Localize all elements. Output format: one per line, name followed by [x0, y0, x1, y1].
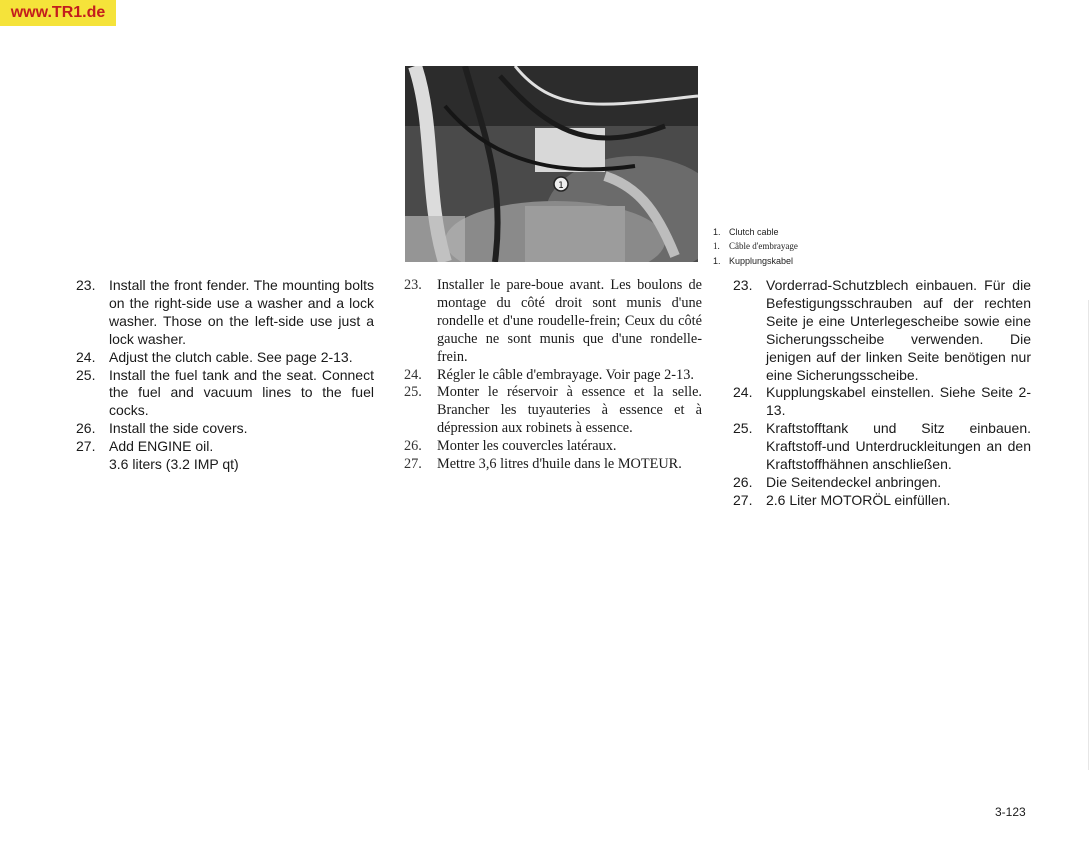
step-25 — [404, 384, 702, 438]
step-text: Adjust the clutch cable. See page 2-13. — [109, 348, 353, 365]
step-number: 26. — [76, 420, 96, 437]
step-25 — [733, 420, 1031, 474]
oil-quantity: 3.6 liters (3.2 IMP qt) — [109, 456, 239, 473]
callout-english — [713, 227, 779, 238]
page-edge-shadow — [1088, 300, 1089, 770]
step-number: 24. — [404, 366, 422, 383]
step-number: 24. — [76, 348, 96, 365]
step-number: 25. — [404, 384, 422, 401]
step-number: 25. — [76, 366, 96, 383]
step-number: 27. — [404, 456, 422, 473]
callout-german — [713, 256, 793, 267]
step-number: 27. — [733, 491, 753, 508]
step-text: Kupplungskabel einstellen. Siehe Seite 2-13. — [766, 384, 1031, 419]
callout-text: Clutch cable — [729, 227, 779, 237]
step-24 — [404, 367, 702, 385]
callout-number: 1. — [713, 256, 721, 266]
step-text: Die Seitendeckel anbringen. — [766, 473, 942, 490]
step-number: 23. — [733, 277, 753, 293]
step-25 — [76, 367, 374, 421]
french-column — [404, 277, 702, 474]
page-number: 3-123 — [995, 805, 1026, 819]
step-text: 2.6 Liter MOTORÖL einfüllen. — [766, 491, 951, 508]
callout-number: 1. — [713, 227, 721, 237]
step-text: Régler le câble d'embrayage. Voir page 2-13. — [437, 366, 694, 383]
step-text: Installer le pare-boue avant. Les boulons de montage du côté droit sont munis d'une rondelle et d'une roudelle-frein; Ceux du côté gauche ne sont munis que d'une rondelle-frein. — [437, 277, 702, 365]
step-text: Kraftstofftank und Sitz einbauen. Kraftstoff-und Unterdruckleitungen an den Kraftstoffhähnen anschließen. — [766, 420, 1031, 473]
step-26 — [404, 438, 702, 456]
step-23 — [733, 277, 1031, 384]
step-24 — [733, 384, 1031, 420]
engine-photo-drawing — [405, 66, 698, 262]
callout-number: 1. — [713, 241, 720, 251]
callout-french — [713, 241, 798, 252]
step-text: Install the front fender. The mounting bolts on the right-side use a washer and a lock washer. Those on the left-side use just a lock washer. — [109, 277, 374, 347]
step-text: Monter les couvercles latéraux. — [437, 438, 617, 455]
step-27 — [733, 492, 1031, 510]
step-text: Monter le réservoir à essence et la selle. Brancher les tuyauteries à essence et à dépression aux robinets à essence. — [437, 384, 702, 437]
step-27 — [404, 456, 702, 474]
step-23 — [76, 277, 374, 349]
step-number: 23. — [76, 277, 96, 293]
step-text: Install the side covers. — [109, 420, 248, 437]
step-23 — [404, 277, 702, 367]
step-number: 27. — [76, 438, 96, 455]
step-24 — [76, 349, 374, 367]
step-26 — [76, 420, 374, 438]
step-number: 24. — [733, 384, 753, 401]
step-text: Vorderrad-Schutzblech einbauen. Für die Befestigungsschrauben auf der rechten Seite je eine Unterlegescheibe sowie eine Sicherungsscheibe verwenden. Die jenigen auf der linken Seite benötigen nur eine Sicherungsscheibe. — [766, 277, 1031, 383]
step-text: Add ENGINE oil. — [109, 438, 214, 455]
callout-text: Kupplungskabel — [729, 256, 794, 266]
step-number: 23. — [404, 277, 422, 293]
german-column — [733, 277, 1031, 510]
step-number: 25. — [733, 420, 753, 437]
step-text: Install the fuel tank and the seat. Connect the fuel and vacuum lines to the fuel cocks. — [109, 366, 374, 419]
step-text: Mettre 3,6 litres d'huile dans le MOTEUR. — [437, 456, 682, 473]
callout-text: Câble d'embrayage — [729, 241, 798, 251]
step-number: 26. — [404, 438, 422, 455]
site-watermark-badge[interactable]: www.TR1.de — [0, 0, 116, 26]
step-26 — [733, 474, 1031, 492]
svg-text:1: 1 — [558, 181, 564, 191]
step-27 — [76, 438, 374, 456]
engine-photo — [405, 66, 698, 262]
english-column — [76, 277, 374, 474]
step-number: 26. — [733, 473, 753, 490]
